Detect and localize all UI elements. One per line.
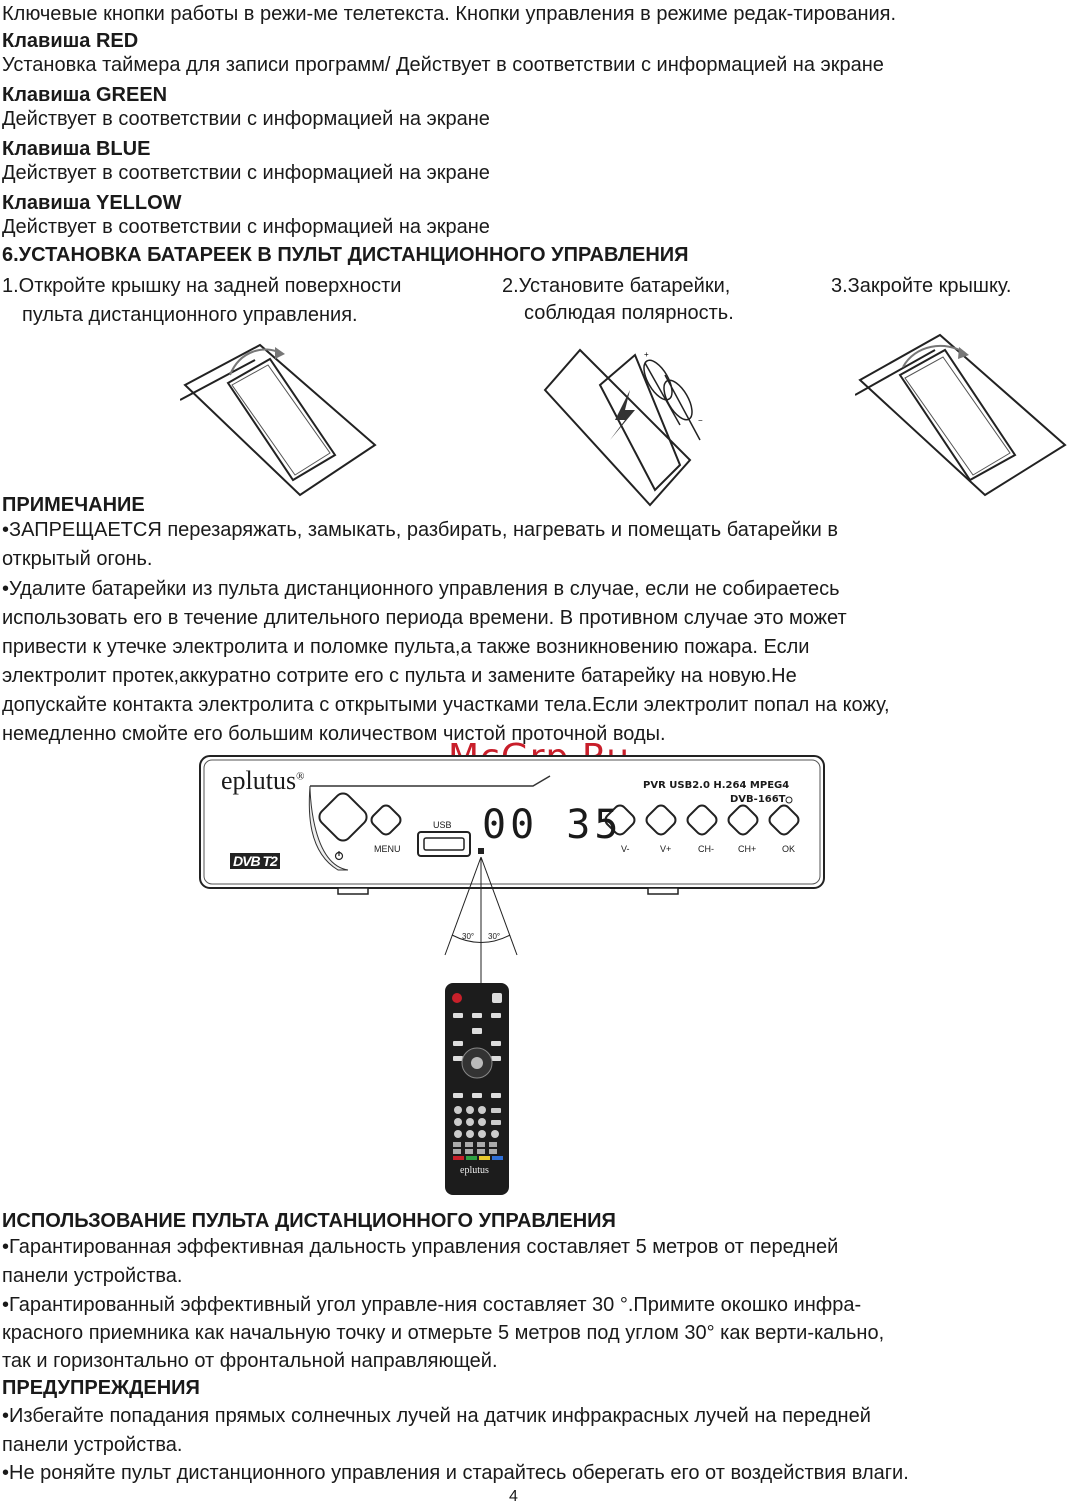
svg-text:+: +	[644, 350, 649, 359]
step-2-line1: 2.Установите батарейки,	[502, 275, 731, 297]
front-button-label-vol-up: V+	[660, 844, 672, 854]
key-green-title: Клавиша GREEN	[2, 84, 168, 106]
warnings-line-2: панели устройства.	[2, 1434, 183, 1456]
remote-brand: eplutus	[460, 1165, 489, 1176]
key-blue-desc: Действует в соответствии с информацией на экране	[2, 162, 490, 184]
note-line-6: электролит протек,аккуратно сотрите его с пульта и замените батарейку на новую.Не	[2, 665, 797, 687]
remote-insert-batteries-illustration	[540, 345, 740, 510]
step-1-line1: 1.Откройте крышку на задней поверхности	[2, 275, 402, 297]
ir-angle-diagram	[430, 855, 540, 985]
note-line-4: использовать его в течение длительного периода времени. В противном случае это может	[2, 607, 847, 629]
usage-line-5: так и горизонтально от фронтальной направляющей.	[2, 1350, 498, 1372]
key-red-title: Клавиша RED	[2, 30, 139, 52]
note-line-2: открытый огонь.	[2, 548, 153, 570]
front-button-label-menu: MENU	[374, 844, 401, 854]
note-line-7: допускайте контакта электролита с открытыми участками тела.Если электролит попал на кожу,	[2, 694, 890, 716]
note-heading: ПРИМЕЧАНИЕ	[2, 494, 145, 516]
note-line-3: •Удалите батарейки из пульта дистанционного управления в случае, если не собираетесь	[2, 578, 840, 600]
intro-text: Ключевые кнопки работы в режи-ме телетекста. Кнопки управления в режиме редак-тирования.	[2, 3, 897, 25]
usage-line-4: красного приемника как начальную точку и отмерьте 5 метров под углом 30° как верти-кально,	[2, 1322, 885, 1344]
usage-line-1: •Гарантированная эффективная дальность управления составляет 5 метров от передней	[2, 1236, 839, 1258]
usage-heading: ИСПОЛЬЗОВАНИЕ ПУЛЬТА ДИСТАНЦИОННОГО УПРАВЛЕНИЯ	[2, 1210, 616, 1232]
warnings-heading: ПРЕДУПРЕЖДЕНИЯ	[2, 1377, 200, 1399]
remote-close-cover-illustration	[855, 325, 1070, 505]
angle-left-label: 30°	[462, 932, 475, 941]
key-red-desc: Установка таймера для записи программ/ Действует в соответствии с информацией на экране	[2, 54, 884, 76]
front-button-label-ok: OK	[782, 844, 796, 854]
front-button-label-ch-down: CH-	[698, 844, 714, 854]
led-display: 00 35	[482, 802, 623, 848]
dvb-t2-logo: DVB T2	[230, 853, 280, 869]
usage-line-3: •Гарантированный эффективный угол управле-ния составляет 30 °.Примите окошко инфра-	[2, 1294, 862, 1316]
note-line-1: •ЗАПРЕЩАЕТСЯ перезаряжать, замыкать, разбирать, нагревать и помещать батарейки в	[2, 519, 838, 541]
warnings-line-1: •Избегайте попадания прямых солнечных лучей на датчик инфракрасных лучей на передней	[2, 1405, 871, 1427]
svg-text:−: −	[698, 416, 703, 425]
note-line-8: немедленно смойте его большим количеством чистой проточной воды.	[2, 723, 666, 745]
step-1-line2: пульта дистанционного управления.	[22, 304, 358, 326]
warnings-line-3: •Не роняйте пульт дистанционного управления и старайтесь оберегать его от воздействия влаги.	[2, 1462, 909, 1484]
front-button-label-ch-up: CH+	[738, 844, 757, 854]
battery-heading: 6.УСТАНОВКА БАТАРЕЕК В ПУЛЬТ ДИСТАНЦИОННОГО УПРАВЛЕНИЯ	[2, 244, 689, 266]
usage-line-2: панели устройства.	[2, 1265, 183, 1287]
device-model-line: PVR USB2.0 H.264 MPEG4	[643, 780, 790, 791]
key-yellow-desc: Действует в соответствии с информацией на экране	[2, 216, 490, 238]
device-brand: eplutus®	[221, 766, 305, 795]
step-3-line1: 3.Закройте крышку.	[831, 275, 1012, 297]
device-model: DVB-166T	[730, 794, 786, 805]
key-yellow-title: Клавиша YELLOW	[2, 192, 182, 214]
key-green-desc: Действует в соответствии с информацией на экране	[2, 108, 490, 130]
angle-right-label: 30°	[488, 932, 501, 941]
remote-open-cover-illustration	[180, 335, 380, 505]
front-button-label-vol-down: V-	[621, 844, 630, 854]
step-2-line2: соблюдая полярность.	[524, 302, 734, 324]
page-number: 4	[509, 1488, 518, 1505]
note-line-5: привести к утечке электролита и поломке пульта,а также возникновению пожара. Если	[2, 636, 810, 658]
key-blue-title: Клавиша BLUE	[2, 138, 151, 160]
usb-label: USB	[433, 820, 452, 830]
